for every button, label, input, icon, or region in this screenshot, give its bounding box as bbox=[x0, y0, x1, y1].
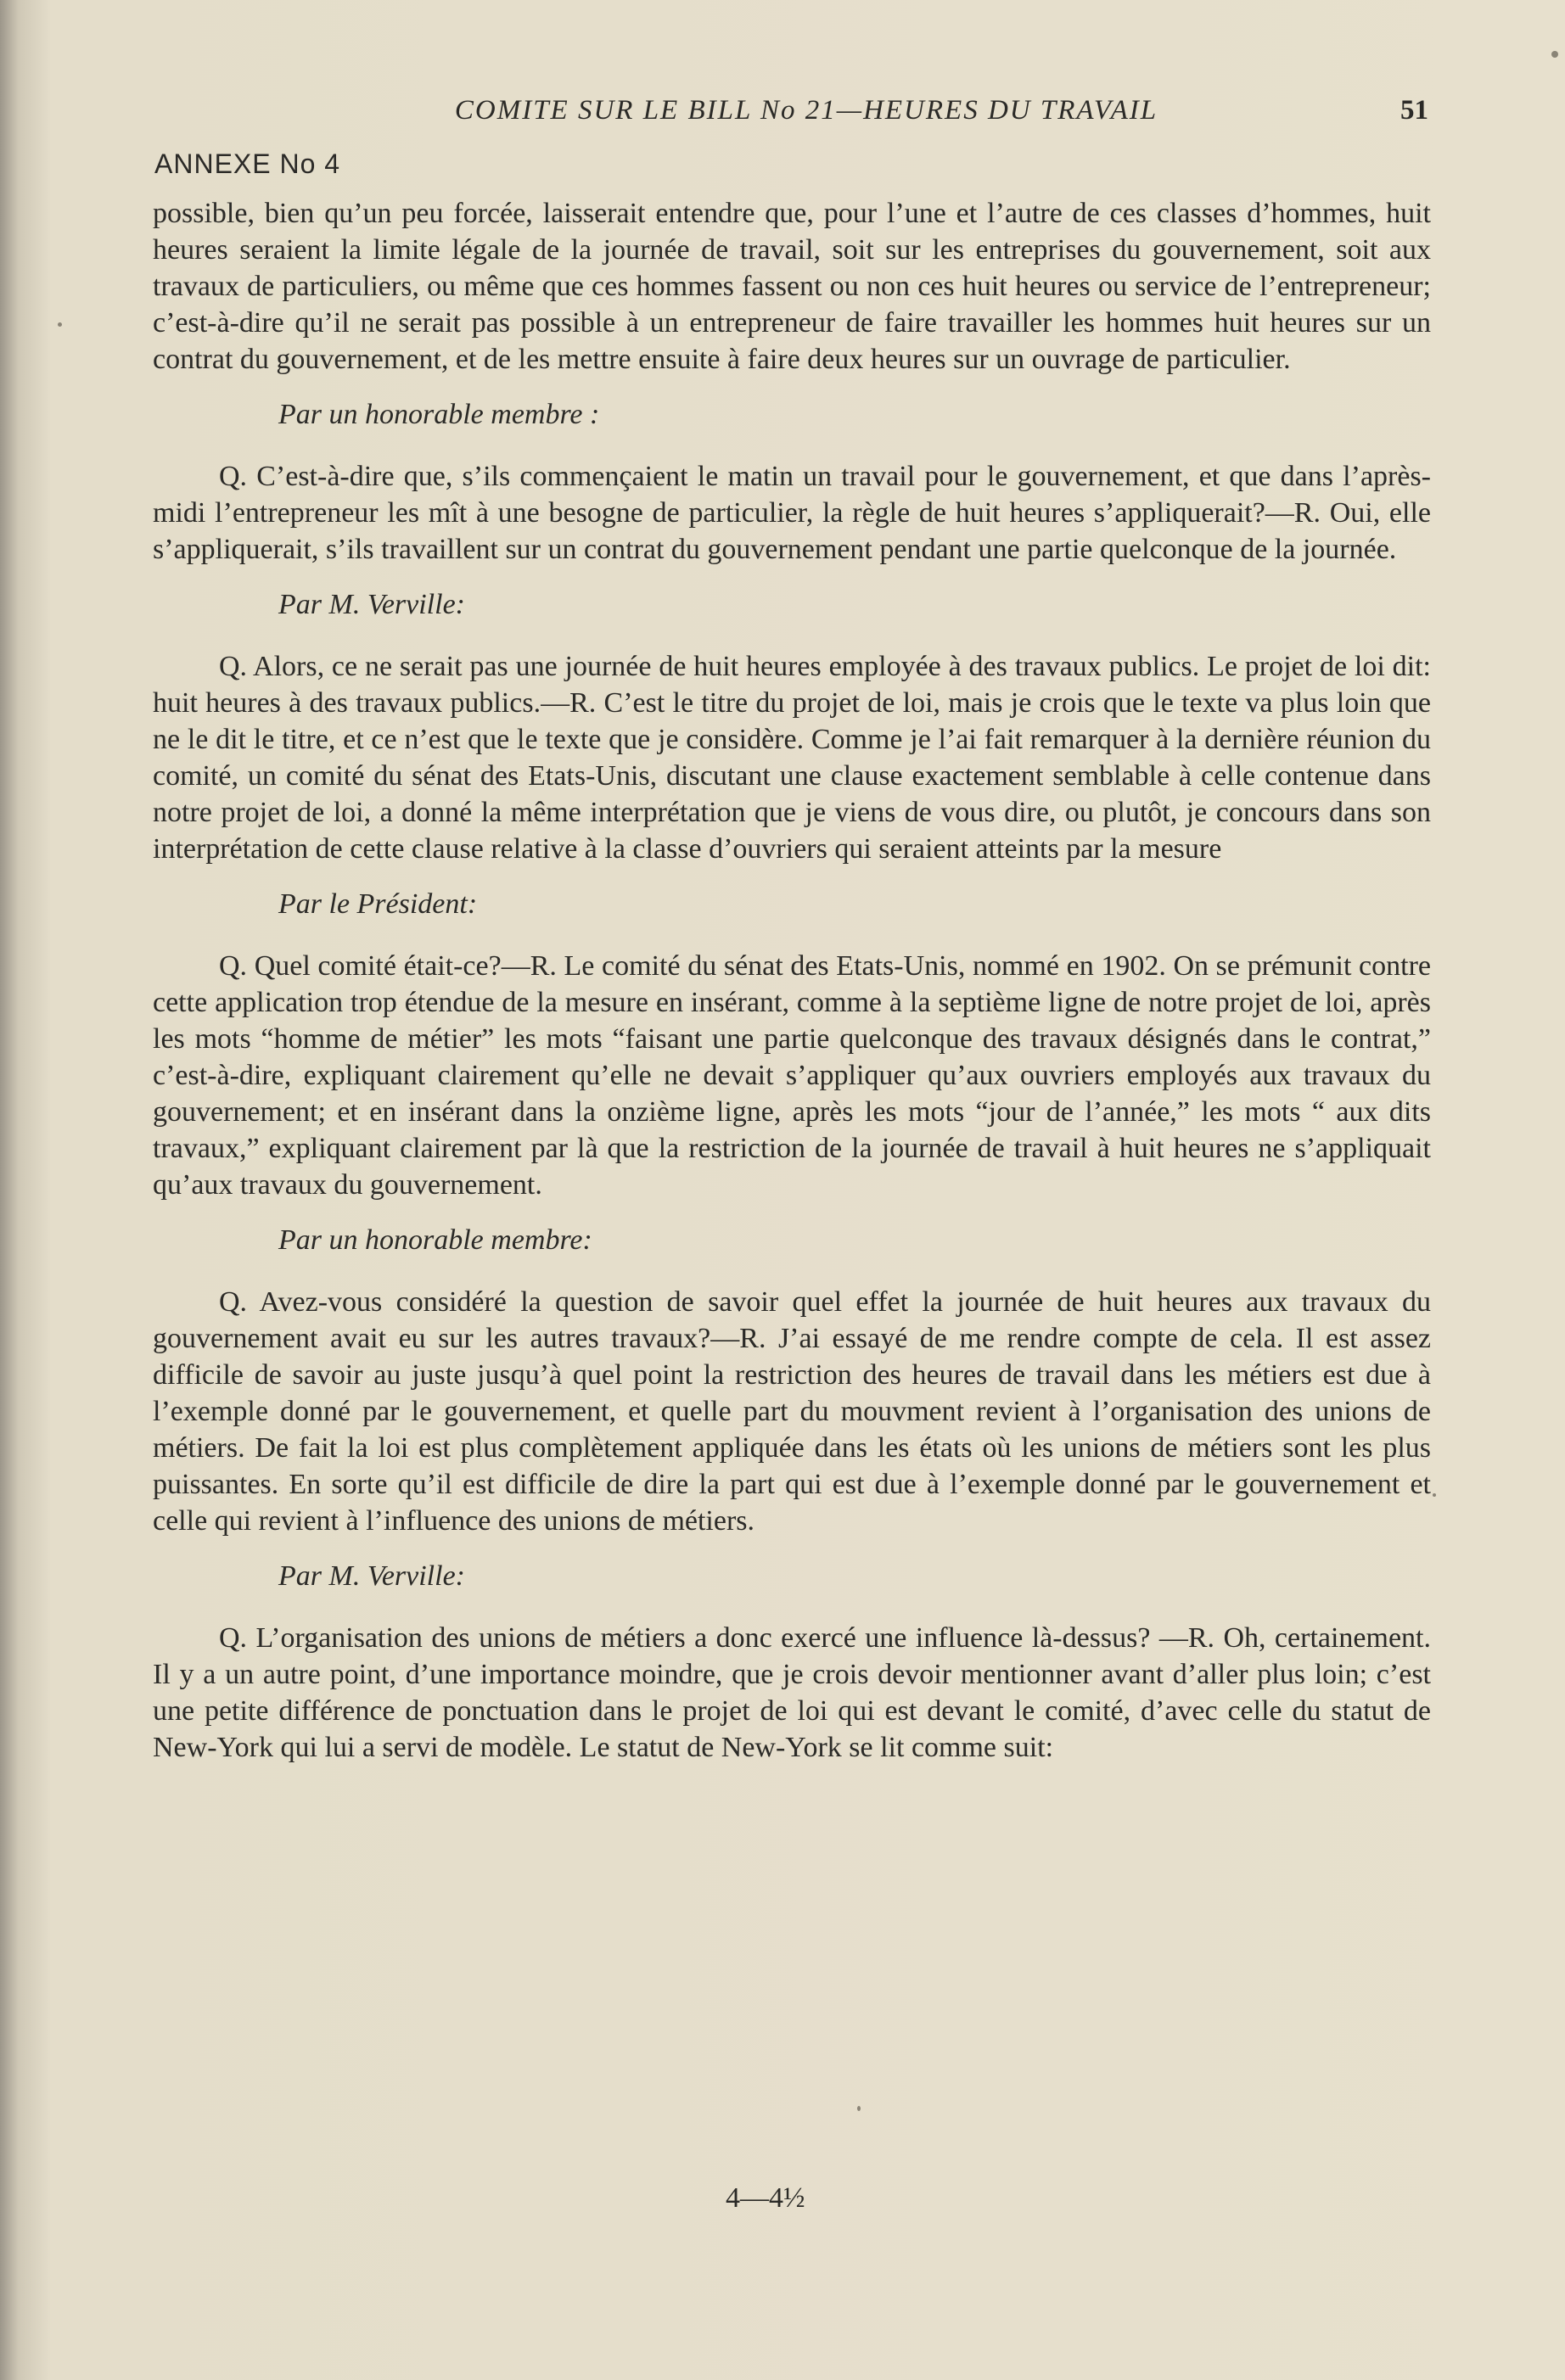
speaker-heading: Par un honorable membre : bbox=[278, 399, 600, 430]
scan-speck bbox=[1551, 51, 1558, 58]
paragraph: Q. Quel comité était-ce?—R. Le comité du sénat des Etats-Unis, nommé en 1902. On se prémunit contre cette application trop étendue de la mesure en insérant, comme à la septième ligne de notre projet de loi, après les mots “homme de métier” les mots “faisant une partie quelconque des travaux désignés dans le contrat,” c’est-à-dire, expliquant clairement qu’elle ne devait s’appliquer qu’aux ouvriers employés aux travaux du gouvernement; et en insérant dans la onzième ligne, après les mots “jour de l’année,” les mots “ aux dits travaux,” expliquant clairement par là que la restriction de la journée de travail à huit heures ne s’appliquait qu’aux travaux du gouvernement. bbox=[153, 950, 1431, 1201]
paragraph: possible, bien qu’un peu forcée, laisserait entendre que, pour l’une et l’autre de ces classes d’hommes, huit heures seraient la limite légale de la journée de travail, soit sur les entreprises du gouvernement, soit aux travaux de particuliers, ou même que ces hommes fassent ou non ces huit heures ou service de l’entrepreneur; c’est-à-dire qu’il ne serait pas possible à un entrepreneur de faire travailler les hommes huit heures sur un contrat du gouvernement, et de les mettre ensuite à faire deux heures sur un ouvrage de particulier. bbox=[153, 198, 1431, 375]
scan-speck bbox=[857, 2106, 861, 2111]
scan-speck bbox=[1433, 1493, 1436, 1497]
paragraph: Q. Avez-vous considéré la question de savoir quel effet la journée de huit heures aux travaux du gouvernement avait eu sur les autres travaux?—R. J’ai essayé de me rendre compte de cela. Il est assez difficile de savoir au juste jusqu’à quel point la restriction des heures de travail dans les métiers est due à l’exemple donné par le gouvernement, et quelle part du mouvment revient à l’organisation des unions de métiers. De fait la loi est plus complètement appliquée dans les états où les unions de métiers sont les plus puissantes. En sorte qu’il est difficile de dire la part qui est due à l’exemple donné par le gouvernement et celle qui revient à l’influence des unions de métiers. bbox=[153, 1286, 1431, 1537]
speaker-heading: Par M. Verville: bbox=[278, 1560, 465, 1592]
speaker-heading: Par M. Verville: bbox=[278, 589, 465, 620]
body-text bbox=[153, 195, 1431, 1784]
signature-mark: 4—4½ bbox=[726, 2182, 805, 2214]
scan-speck bbox=[58, 322, 62, 327]
speaker-heading: Par le Président: bbox=[278, 888, 478, 920]
annex-label: ANNEXE No 4 bbox=[154, 148, 341, 179]
page-number: 51 bbox=[1400, 95, 1428, 126]
paragraph: Q. C’est-à-dire que, s’ils commençaient le matin un travail pour le gouvernement, et que dans l’après-midi l’entrepreneur les mît à une besogne de particulier, la règle de huit heures s’appliquerait?—R. Oui, elle s’appliquerait, s’ils travaillent sur un contrat du gouvernement pendant une partie quelconque de la journée. bbox=[153, 461, 1431, 565]
running-head: COMITE SUR LE BILL No 21—HEURES DU TRAVAIL bbox=[454, 95, 1158, 126]
paragraph: Q. Alors, ce ne serait pas une journée de huit heures employée à des travaux publics. Le projet de loi dit: huit heures à des travaux publics.—R. C’est le titre du projet de loi, mais je crois que le texte va plus loin que ne le dit le titre, et ce n’est que le texte que je considère. Comme je l’ai fait remarquer à la dernière réunion du comité, un comité du sénat des Etats-Unis, discutant une clause exactement semblable à celle contenue dans notre projet de loi, a donné la même interprétation que je viens de vous dire, ou plutôt, je concours dans son interprétation de cette clause relative à la classe d’ouvriers qui seraient atteints par la mesure bbox=[153, 651, 1431, 865]
paragraph: Q. L’organisation des unions de métiers a donc exercé une influence là-dessus? —R. Oh, certainement. Il y a un autre point, d’une importance moindre, que je crois devoir mentionner avant d’aller plus loin; c’est une petite différence de ponctuation dans le projet de loi qui est devant le comité, d’avec celle du statut de New-York qui lui a servi de modèle. Le statut de New-York se lit comme suit: bbox=[153, 1622, 1431, 1763]
speaker-heading: Par un honorable membre: bbox=[278, 1224, 592, 1256]
